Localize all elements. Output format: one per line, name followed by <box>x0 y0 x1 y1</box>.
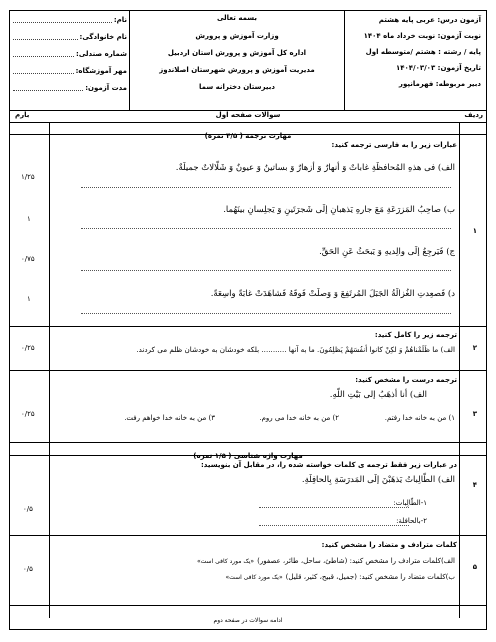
q3-score: ۰/۲۵ <box>21 410 35 418</box>
question-title: ترجمه زیر را کامل کنید: <box>374 331 457 339</box>
q3-option-3[interactable]: ۳) من به خانه خدا خواهم رفت. <box>124 414 215 422</box>
question-number: ۴ <box>472 481 477 489</box>
q5-item-b <box>226 573 455 582</box>
question-2 <box>9 326 487 370</box>
q5-item-a <box>197 557 455 566</box>
answer-line[interactable] <box>81 270 451 271</box>
row-header: ردیف <box>464 111 483 119</box>
family-name-field[interactable] <box>13 33 78 40</box>
q1-item-c: ج) فَیَرجِعُ إلَی والِدیهِ وَ یَبحَثُ عَنِ الحَقِّ. <box>319 247 455 257</box>
duration-field <box>13 84 83 91</box>
q1-c-score: ۰/۷۵ <box>21 255 35 263</box>
question-title: در عبارات زیر فقط ترجمه ی کلمات خواسته شده را، در مقابل آن بنویسید: <box>201 461 457 469</box>
header-center <box>130 14 344 92</box>
q1-item-d: د) فَصعِدتِ الغُزالَةُ الجَبَلَ المُرتَفِعَ وَ وَصلَتْ فَوقَهُ فَشاهَدَتْ غابَةً واسِعَةً. <box>210 289 455 299</box>
exam-round: نوبت آزمون: نوبت خرداد ماه ۱۴۰۴ <box>363 32 481 40</box>
exam-header <box>9 10 487 110</box>
question-number: ۱ <box>472 227 477 235</box>
question-1 <box>9 135 487 330</box>
page-footer <box>9 607 487 624</box>
q5-item-a-text: الف)کلمات مترادف را مشخص کنید: (شاطئ، ساحل، طائر، عصفور) <box>257 557 455 565</box>
q4-item-1-answer[interactable] <box>259 507 409 508</box>
answer-line[interactable] <box>81 313 451 314</box>
duration-label: مدت آزمون: <box>85 84 127 92</box>
page-questions-title: سوالات صفحه اول <box>215 111 281 119</box>
school-name: دبیرستان دخترانه سما <box>199 83 275 91</box>
q1-b-score: ۱ <box>27 215 31 223</box>
q5-score: ۰/۵ <box>23 565 33 573</box>
exam-date: تاریخ آزمون: ۱۴۰۴/۰۳/۰۳ <box>395 64 481 72</box>
family-name-label: نام خانوادگی: <box>79 33 127 41</box>
q1-a-score: ۱/۲۵ <box>21 173 35 181</box>
q2-score: ۰/۲۵ <box>21 344 35 352</box>
seat-number-label: شماره صندلی: <box>76 50 127 58</box>
seat-number-field[interactable] <box>13 50 74 57</box>
exam-subject: آزمون درس: عربی پایه هشتم <box>378 16 481 24</box>
exam-grade: پایه / رشته : هشتم /متوسطه اول <box>365 48 481 56</box>
q5-item-b-text: ب)کلمات متضاد را مشخص کنید: (جمیل، قبیح، کثیر، قلیل) <box>285 573 455 581</box>
question-title: ترجمه درست را مشخص کنید: <box>355 376 457 384</box>
q3-option-2[interactable]: ۲) من به خانه خدا می روم. <box>259 414 339 422</box>
basmala: بسمه تعالی <box>216 14 258 22</box>
q1-d-score: ۱ <box>27 295 31 303</box>
question-number: ۳ <box>472 410 477 418</box>
section-vocabulary <box>9 443 487 460</box>
q1-item-b: ب) صاحِبُ المَزرَعَةِ مَعَ جارهِ یَذهبانِ إلَی شَجرَتَینِ وَ یَجلِسانِ بینَهُما. <box>223 205 455 215</box>
section-translation <box>9 123 487 140</box>
q2-item-a: الف) ما ظَلَمْناهُمْ وَ لکِنْ کانوا أنفُسَهُمْ یَظلِمُونَ. ما به آنها ........... بلکه خودشان به خودشان ظلم می کردند. <box>136 345 455 354</box>
question-title: عبارات زیر را به فارسی ترجمه کنید: <box>331 141 457 149</box>
header-right <box>346 16 481 89</box>
province-office: اداره کل آموزش و پرورش استان اردبیل <box>167 49 307 57</box>
q4-item-2-label: ۲-بالحافلة: <box>396 517 427 525</box>
q4-item-2-answer[interactable] <box>259 525 409 526</box>
q3-option-1[interactable]: ۱) من به خانه خدا رفتم. <box>384 414 455 422</box>
question-number: ۵ <box>472 563 477 571</box>
table-head <box>9 110 487 122</box>
county-office: مدیریت آموزش و پرورش شهرستان اصلاندوز <box>159 66 315 74</box>
question-5 <box>9 535 487 605</box>
q3-item-a: الف) أنا أذهَبُ إلی بَیْتِ اللّهِ. <box>329 390 427 400</box>
answer-line[interactable] <box>81 187 451 188</box>
q5-item-b-note: «یک مورد کافی است» <box>225 574 283 581</box>
exam-teacher: دبیر مربوطه: فهرمانپور <box>398 80 481 88</box>
question-number: ۲ <box>472 344 477 352</box>
ministry: وزارت آموزش و پرورش <box>195 32 279 40</box>
q5-item-a-note: «یک مورد کافی است» <box>196 558 255 565</box>
student-name-label: نام: <box>113 16 127 24</box>
school-stamp-label: مهر آموزشگاه: <box>75 67 127 75</box>
q4-score: ۰/۵ <box>23 505 33 513</box>
question-4 <box>9 455 487 535</box>
section-translation-title: مهارت ترجمه ( ۴/۵ نمره) <box>204 132 292 140</box>
header-left <box>13 16 127 93</box>
q4-item-a: الف) الطّالِباتُ یَذهَبْنَ إلَی المَدرَسَةِ بِالحافِلَةِ. <box>301 475 455 485</box>
score-header: بارم <box>15 111 30 119</box>
section-vocabulary-title: مهارت واژه شناسی ( ۱/۵ نمره) <box>193 452 303 460</box>
school-stamp-field <box>13 67 74 74</box>
question-title: کلمات مترادف و متضاد را مشخص کنید: <box>321 541 457 549</box>
answer-line[interactable] <box>81 228 451 229</box>
q1-item-a: الف) فی هذهِ المُحافظَةِ غاباتٌ وَ أنهارٌ وَ أزهارٌ وَ بساتینُ وَ عیونٌ وَ شَلّالاتٌ جمیلَةٌ. <box>175 163 455 173</box>
student-name-field[interactable] <box>13 16 112 23</box>
question-3 <box>9 370 487 442</box>
q4-item-1-label: ۱-الطّالِبات: <box>393 499 427 507</box>
continue-note: ادامه سوالات در صفحه دوم <box>213 617 283 624</box>
